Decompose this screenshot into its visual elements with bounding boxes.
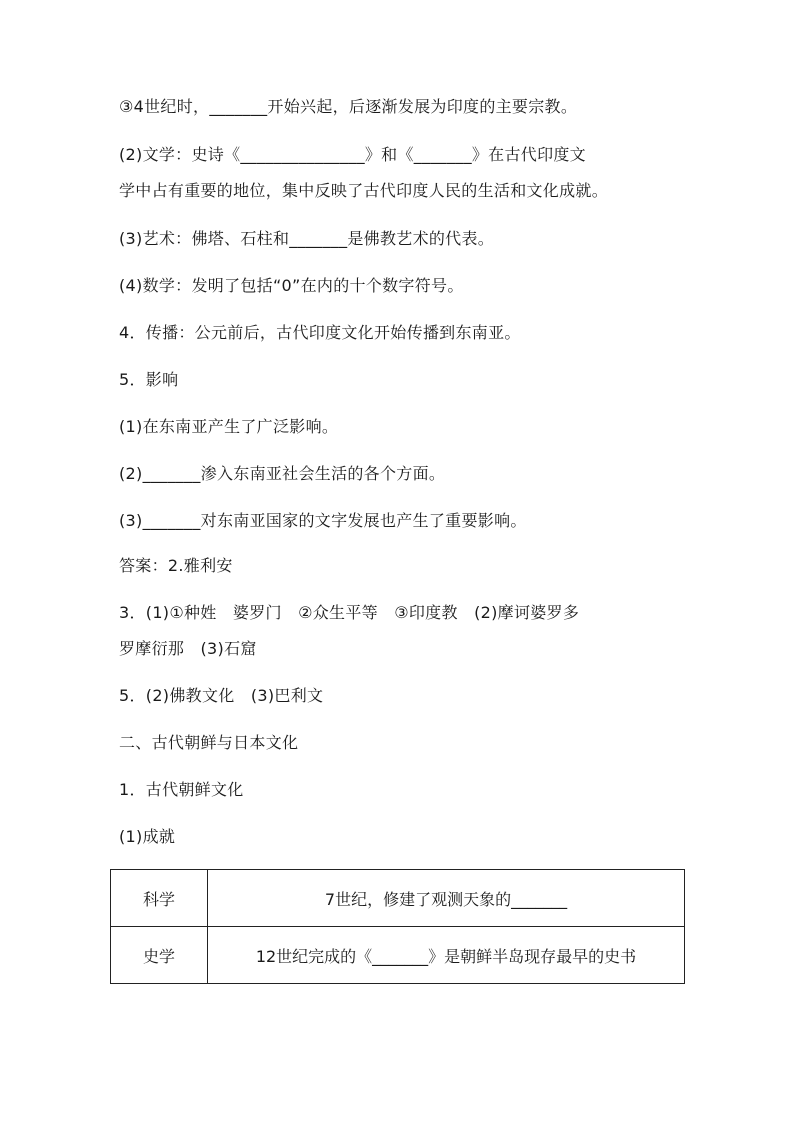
text-line-religion: ③4世纪时，_______开始兴起，后逐渐发展为印度的主要宗教。	[119, 97, 578, 116]
text-line-spread: 4．传播：公元前后，古代印度文化开始传播到东南亚。	[119, 323, 521, 342]
text-line-art: (3)艺术：佛塔、石柱和_______是佛教艺术的代表。	[119, 229, 495, 248]
text-line-influence-3: (3)_______对东南亚国家的文字发展也产生了重要影响。	[119, 511, 527, 530]
text-line-influence-1: (1)在东南亚产生了广泛影响。	[119, 417, 339, 436]
answer-line-2-cont: 罗摩衍那 (3)石窟	[119, 639, 257, 658]
subsection-heading-korea: 1．古代朝鲜文化	[119, 780, 244, 799]
table-cell-label: 科学	[111, 870, 208, 927]
table-cell-label: 史学	[111, 927, 208, 984]
answer-line-2: 3．(1)①种姓 婆罗门 ②众生平等 ③印度教 (2)摩诃婆罗多	[119, 603, 580, 622]
table-cell-content: 12世纪完成的《_______》是朝鲜半岛现存最早的史书	[208, 927, 685, 984]
text-line-literature-cont: 学中占有重要的地位，集中反映了古代印度人民的生活和文化成就。	[119, 181, 609, 200]
section-heading-korea-japan: 二、古代朝鲜与日本文化	[119, 733, 299, 752]
subsection-achievements: (1)成就	[119, 827, 176, 846]
achievements-table	[110, 869, 685, 984]
text-line-literature: (2)文学：史诗《_______________》和《_______》在古代印度文	[119, 145, 586, 164]
answer-line-1: 答案：2.雅利安	[119, 556, 233, 575]
table-row	[111, 870, 685, 927]
table-row	[111, 927, 685, 984]
text-line-influence-heading: 5．影响	[119, 370, 179, 389]
text-line-influence-2: (2)_______渗入东南亚社会生活的各个方面。	[119, 464, 446, 483]
table-cell-content: 7世纪，修建了观测天象的_______	[208, 870, 685, 927]
answer-line-3: 5．(2)佛教文化 (3)巴利文	[119, 686, 324, 705]
text-line-math: (4)数学：发明了包括“0”在内的十个数字符号。	[119, 276, 464, 295]
